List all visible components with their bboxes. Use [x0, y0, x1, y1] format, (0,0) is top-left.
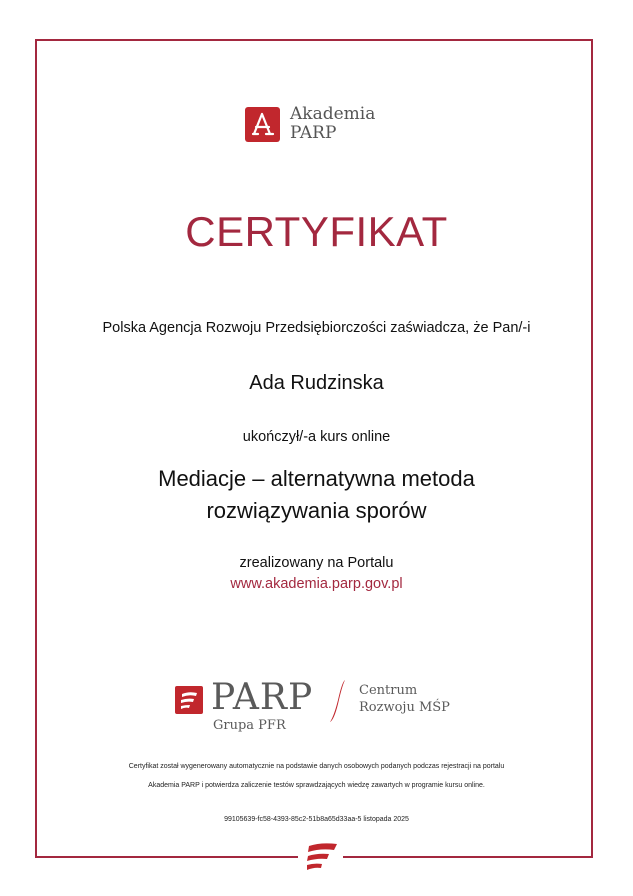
parp-emblem-icon [303, 842, 339, 876]
certificate-id: 99105639-fc58-4393-85c2-51b8a65d33aa-5 listopada 2025 [224, 816, 409, 823]
crm-line1: Centrum [359, 683, 418, 698]
grupa-pfr-label: Grupa PFR [213, 718, 286, 733]
course-title [0, 463, 633, 527]
course-title-line1: Mediacje – alternatywna metoda [158, 466, 475, 491]
portal-link[interactable]: www.akademia.parp.gov.pl [230, 576, 403, 592]
parp-wordmark: PARP [211, 677, 314, 718]
realized-text: zrealizowany na Portalu [239, 555, 394, 571]
footnote-line1: Certyfikat został wygenerowany automatycznie na podstawie danych osobowych podanych podczas rejestracji na portalu [128, 763, 505, 770]
slash-divider-icon [327, 678, 349, 728]
akademia-logo-line2: PARP [290, 123, 337, 143]
course-title-line2: rozwiązywania sporów [206, 498, 427, 523]
akademia-a-icon [245, 107, 280, 142]
crm-line2: Rozwoju MŚP [359, 700, 450, 715]
recipient-name: Ada Rudzinska [249, 372, 384, 394]
footnote-line2: Akademia PARP i potwierdza zaliczenie testów sprawdzających wiedzę zawartych w programie kursu online. [148, 782, 485, 789]
certificate-footnote [0, 757, 633, 795]
parp-grupa-pfr-logo [175, 676, 475, 740]
certificate-frame-top [35, 39, 593, 41]
parp-flag-icon [175, 686, 203, 714]
certificate-frame-bottom-left [35, 856, 298, 858]
centrum-rozwoju-msp-logo [359, 682, 450, 716]
certificate-frame-right [591, 39, 593, 858]
certificate-title: CERTYFIKAT [185, 208, 448, 255]
completed-text: ukończył/-a kurs online [242, 429, 391, 445]
akademia-parp-logo [245, 105, 375, 143]
certificate-frame-left [35, 39, 37, 858]
certificate-intro: Polska Agencja Rozwoju Przedsiębiorczości zaświadcza, że Pan/-i [102, 320, 531, 336]
akademia-logo-line1: Akademia [290, 104, 376, 124]
certificate-frame-bottom-right [343, 856, 593, 858]
realized-on-portal [0, 553, 633, 595]
